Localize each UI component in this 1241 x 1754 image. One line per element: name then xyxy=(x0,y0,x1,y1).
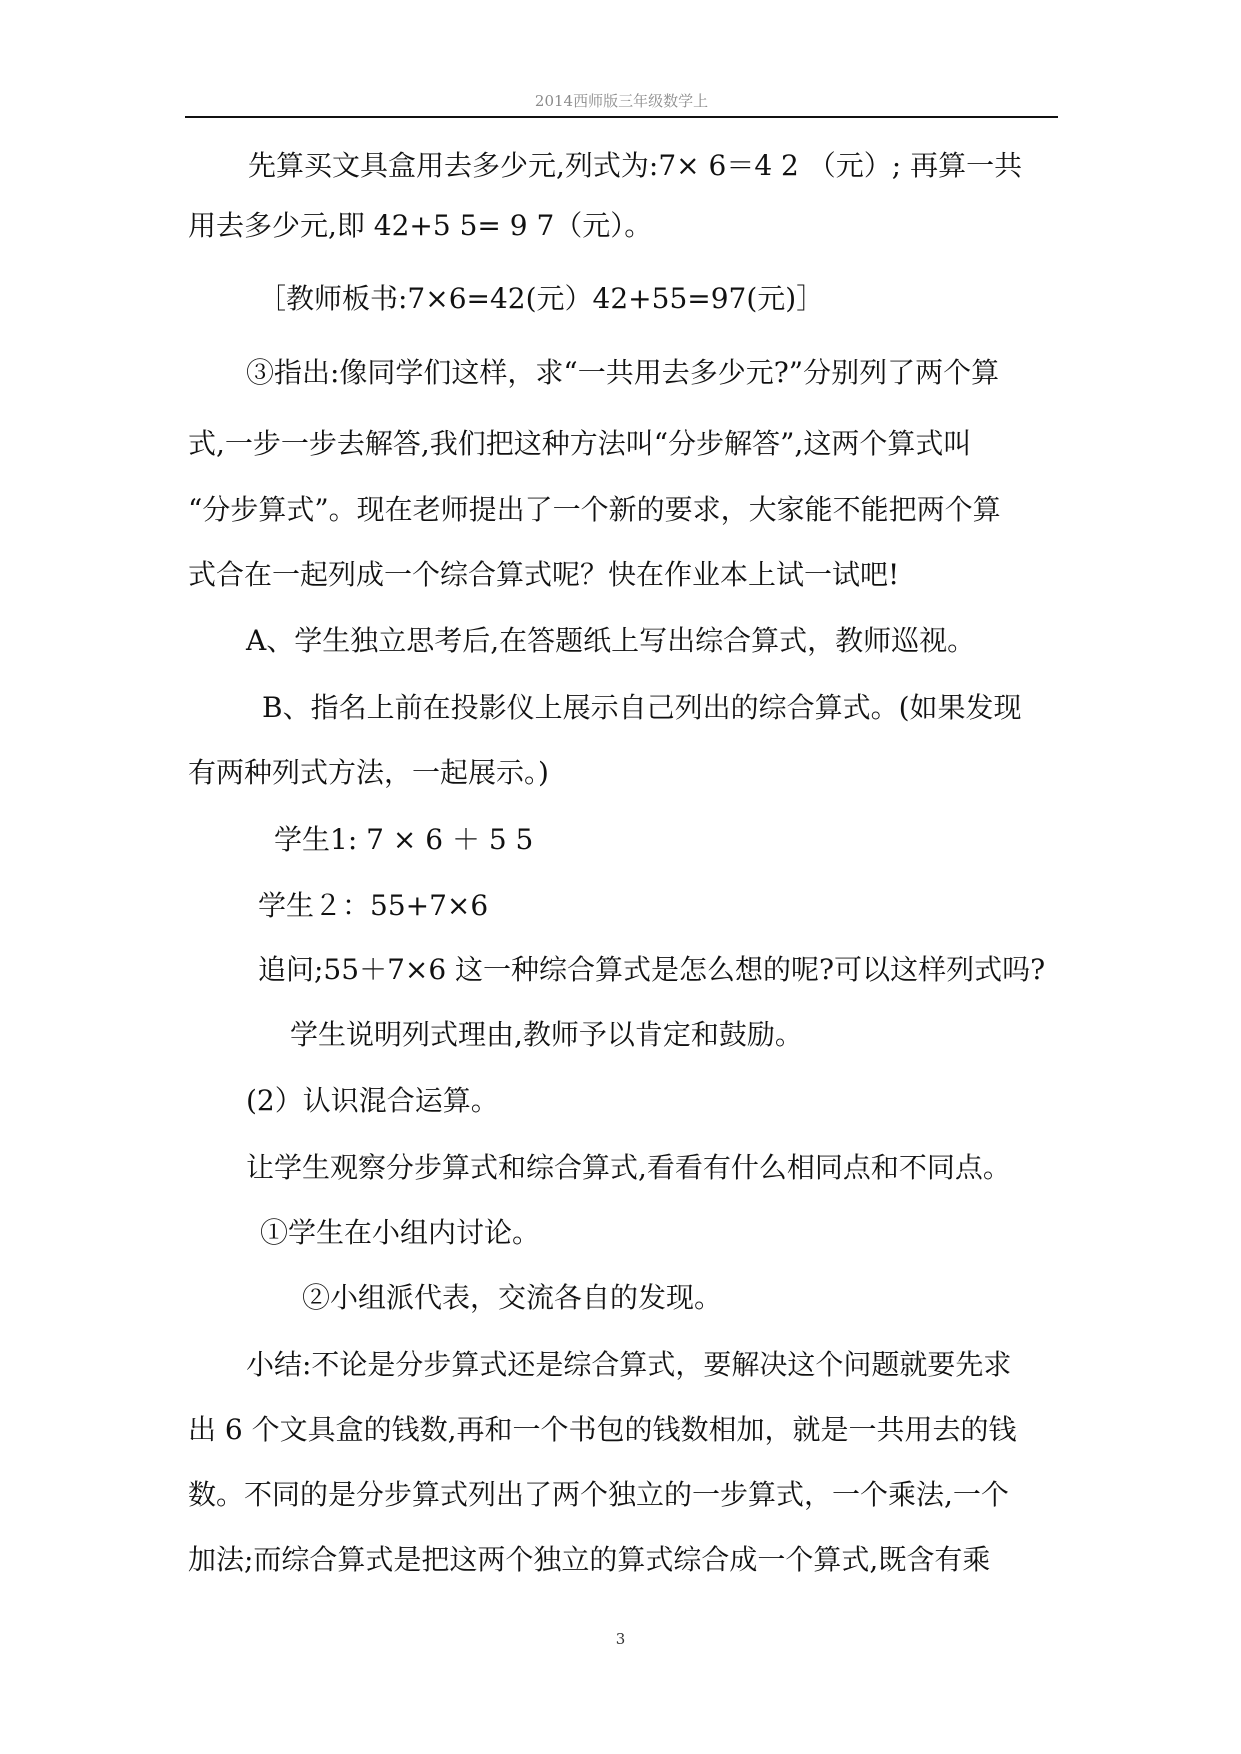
text-line: 有两种列式方法，一起展示。) xyxy=(188,756,549,789)
text-line: B、指名上前在投影仪上展示自己列出的综合算式。(如果发现 xyxy=(262,691,1022,724)
text-line: 用去多少元,即 42+5 5= 9 7（元）。 xyxy=(188,209,653,242)
page-number: 3 xyxy=(615,1630,626,1648)
running-header: 2014西师版三年级数学上 xyxy=(534,92,709,110)
text-line: 数。不同的是分步算式列出了两个独立的一步算式，一个乘法,一个 xyxy=(188,1478,1009,1511)
text-line: ②小组派代表，交流各自的发现。 xyxy=(302,1281,723,1314)
text-line: 学生说明列式理由,教师予以肯定和鼓励。 xyxy=(290,1018,803,1051)
text-line: ①学生在小组内讨论。 xyxy=(260,1216,541,1249)
text-line: 让学生观察分步算式和综合算式,看看有什么相同点和不同点。 xyxy=(246,1151,1011,1184)
text-line: A、学生独立思考后,在答题纸上写出综合算式，教师巡视。 xyxy=(246,624,976,657)
text-line: 出 6 个文具盒的钱数,再和一个书包的钱数相加，就是一共用去的钱 xyxy=(188,1413,1017,1446)
text-line: (2）认识混合运算。 xyxy=(246,1084,499,1117)
text-line: 加法;而综合算式是把这两个独立的算式综合成一个算式,既含有乘 xyxy=(188,1543,991,1576)
text-line: 学生1: 7 × 6 ＋ 5 5 xyxy=(274,823,534,856)
text-line: 追问;55＋7×6 这一种综合算式是怎么想的呢?可以这样列式吗? xyxy=(258,953,1046,986)
text-line: 先算买文具盒用去多少元,列式为:7× 6＝4 2 （元）; 再算一共 xyxy=(248,149,1023,182)
text-line: 式,一步一步去解答,我们把这种方法叫“分步解答”,这两个算式叫 xyxy=(188,427,972,460)
text-line: 学生２：55+7×6 xyxy=(258,889,489,922)
text-line: 小结:不论是分步算式还是综合算式，要解决这个问题就要先求 xyxy=(246,1348,1012,1381)
text-line: ［教师板书:7×6=42(元）42+55=97(元)］ xyxy=(258,282,825,315)
text-line: ③指出:像同学们这样，求“一共用去多少元?”分别列了两个算 xyxy=(246,356,1000,389)
text-line: “分步算式”。现在老师提出了一个新的要求，大家能不能把两个算 xyxy=(188,493,1001,526)
text-line: 式合在一起列成一个综合算式呢？快在作业本上试一试吧! xyxy=(188,558,900,591)
header-rule xyxy=(185,116,1058,118)
